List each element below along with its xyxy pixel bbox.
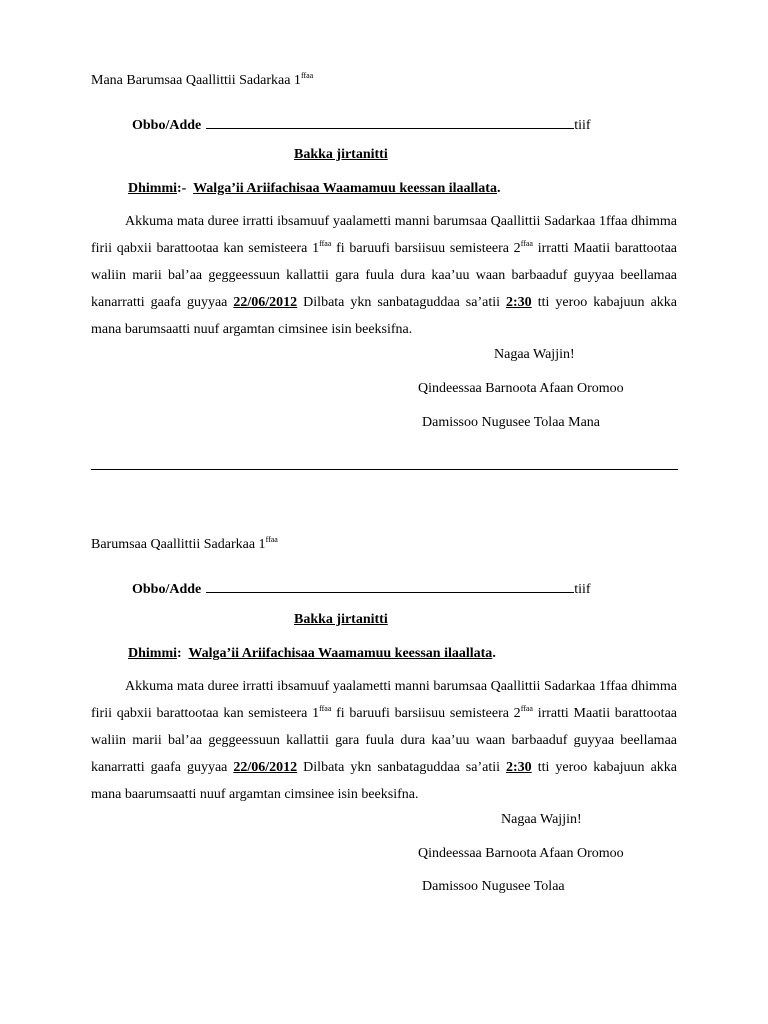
- notice-1-subject: [128, 181, 500, 197]
- notice-1-body-part-4: Dilbata ykn sanbataguddaa sa’atii: [297, 295, 507, 310]
- notice-1-header-sup: ffaa: [300, 71, 314, 80]
- notice-1-body-part-2: fi baruufi barsiisuu semisteera 2: [331, 241, 521, 256]
- notice-2-recipient-label: Obbo/Adde: [132, 582, 202, 597]
- cut-line-divider: [91, 469, 678, 470]
- notice-1-body-sup-1: ffaa: [319, 239, 332, 248]
- notice-2-header: [91, 537, 278, 553]
- notice-2-recipient-blank-line: [206, 578, 574, 593]
- notice-1-body-part-3: irratti Maatii barattootaa waliin marii bal’aa geggeessuun kallattii gara fuula dura kaa’uu waan barbaaduf guyyaa beellamaa kanarratti gaafa guyyaa: [91, 241, 677, 310]
- notice-2-signer-name: Damissoo Nugusee Tolaa: [422, 879, 565, 894]
- notice-1-body-sup-2: ffaa: [520, 239, 533, 248]
- notice-2-subject-text: Walga’ii Ariifachisaa Waamamuu keessan ilaallata: [188, 646, 493, 661]
- notice-2-body: [91, 673, 677, 808]
- notice-2-subject-separator: :: [177, 646, 182, 661]
- notice-2-body-sup-1: ffaa: [319, 704, 332, 713]
- notice-2-recipient: [132, 578, 591, 598]
- notice-2-greeting: Bakka jirtanitti: [294, 612, 388, 627]
- notice-2-header-text: Barumsaa Qaallittii Sadarkaa 1: [91, 537, 266, 552]
- notice-1-recipient-label: Obbo/Adde: [132, 118, 202, 133]
- notice-2-closing: Nagaa Wajjin!: [501, 812, 582, 827]
- notice-1-meeting-date: 22/06/2012: [233, 295, 298, 310]
- notice-1-subject-separator: :-: [177, 181, 187, 196]
- notice-1-meeting-time: 2:30: [506, 295, 532, 310]
- notice-2-body-part-3: irratti Maatii barattootaa waliin marii bal’aa geggeessuun kallattii gara fuula dura kaa’uu waan barbaaduf guyyaa beellamaa kanarratti gaafa guyyaa: [91, 706, 677, 775]
- notice-2-body-part-1: Akkuma mata duree irratti ibsamuuf yaalametti manni barumsaa Qaallittii Sadarkaa 1ffaa dhimma firii qabxii barattootaa kan semisteera 1: [91, 679, 677, 721]
- notice-2-recipient-suffix: tiif: [574, 582, 591, 597]
- notice-1-subject-label: Dhimmi: [128, 181, 177, 196]
- notice-1-recipient: [132, 114, 591, 134]
- notice-2-body-part-5: tti yeroo kabajuun akka mana baarumsaatti nuuf argamtan cimsinee isin beeksifna.: [91, 760, 677, 802]
- notice-2-header-sup: ffaa: [265, 535, 278, 544]
- notice-1-subject-text: Walga’ii Ariifachisaa Waamamuu keessan ilaallata: [193, 181, 497, 196]
- notice-2-subject-end: .: [492, 646, 496, 661]
- notice-2-body-part-4: Dilbata ykn sanbataguddaa sa’atii: [297, 760, 507, 775]
- notice-1-header-text: Mana Barumsaa Qaallittii Sadarkaa 1: [91, 73, 301, 88]
- notice-2-meeting-time: 2:30: [506, 760, 532, 775]
- notice-2-signer-title: Qindeessaa Barnoota Afaan Oromoo: [418, 846, 624, 861]
- notice-1-recipient-suffix: tiif: [574, 118, 591, 133]
- notice-1-signer-title: Qindeessaa Barnoota Afaan Oromoo: [418, 381, 624, 396]
- notice-1-closing: Nagaa Wajjin!: [494, 347, 575, 362]
- notice-1-body-part-1: Akkuma mata duree irratti ibsamuuf yaalametti manni barumsaa Qaallittii Sadarkaa 1ffaa dhimma firii qabxii barattootaa kan semisteera 1: [91, 214, 677, 256]
- notice-1-greeting: Bakka jirtanitti: [294, 147, 388, 162]
- notice-2-body-sup-2: ffaa: [520, 704, 533, 713]
- notice-1-header: [91, 73, 313, 89]
- notice-1-subject-end: .: [496, 181, 501, 196]
- notice-1-recipient-blank-line: [206, 114, 574, 129]
- notice-1-body: [91, 208, 677, 343]
- notice-2-body-part-2: fi baruufi barsiisuu semisteera 2: [331, 706, 521, 721]
- notice-1-body-part-5: tti yeroo kabajuun akka mana barumsaatti nuuf argamtan cimsinee isin beeksifna.: [91, 295, 677, 337]
- notice-2-meeting-date: 22/06/2012: [233, 760, 298, 775]
- notice-2-subject: [128, 646, 496, 662]
- notice-1-signer-name: Damissoo Nugusee Tolaa Mana: [422, 415, 601, 430]
- notice-2-subject-label: Dhimmi: [128, 646, 177, 661]
